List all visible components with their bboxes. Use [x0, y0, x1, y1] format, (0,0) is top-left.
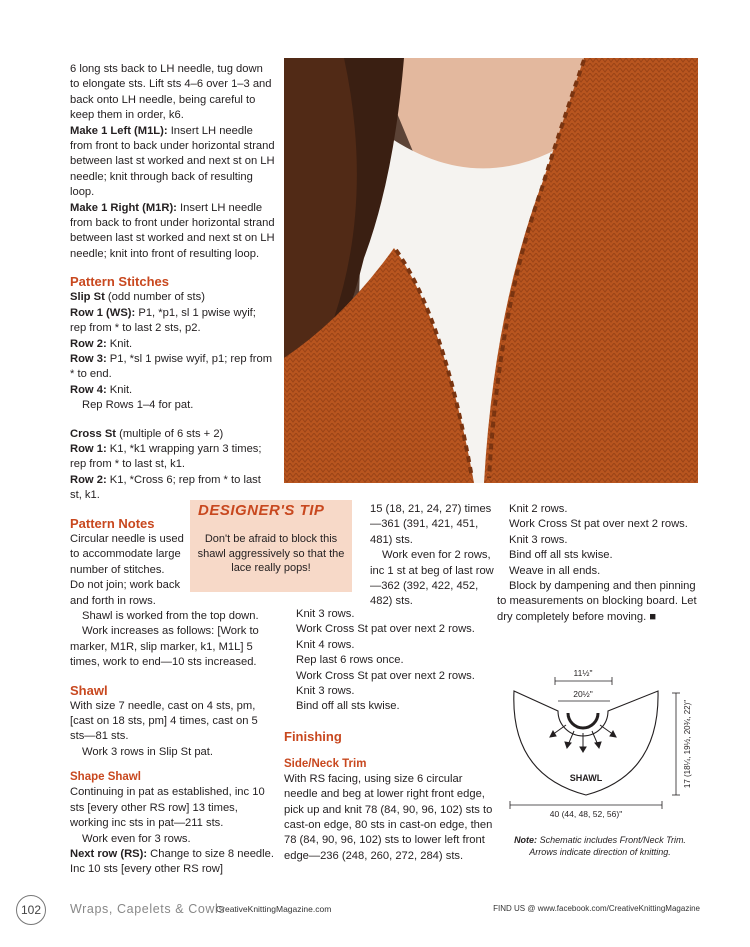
blocking-text: Block by dampening and then pinning to measurements on blocking board. Let dry completely before moving.: [497, 580, 697, 623]
row-text: K1, *Cross 6; rep from * to last st, k1.: [70, 473, 261, 502]
note-label: Note:: [514, 835, 538, 845]
slip-row-1: [70, 306, 275, 337]
cross-row-2: [70, 473, 275, 504]
m1r-text: Insert LH needle from back to front under horizontal strand between last st worked and next st on LH needle; knit into front of resulting loop.: [70, 201, 275, 260]
slip-row-3: [70, 352, 275, 383]
shawl-next-row: [70, 847, 275, 878]
row-label: Row 4:: [70, 383, 107, 396]
shape-shawl-heading: Shape Shawl: [70, 771, 141, 784]
note-4: Work increases as follows: [Work to marker, M1R, slip marker, k1, M1L] 5 times, work to end—10 sts increased.: [70, 625, 259, 669]
pattern-stitches-heading: Pattern Stitches: [70, 274, 169, 290]
col3-p2: Work even for 2 rows, inc 1 st at beg of last row—362 (392, 422, 452, 482) sts.: [370, 549, 494, 608]
side-length-label: 17 (18¼, 19½, 20¾, 22)": [683, 699, 692, 789]
instructions-col2: [284, 607, 494, 864]
row-label: Row 2:: [70, 473, 107, 486]
step: Knit 2 rows.: [509, 503, 568, 515]
neck-width-label: 20½": [573, 689, 593, 699]
step: Bind off all sts kwise.: [296, 700, 400, 713]
row-text: Knit.: [106, 383, 133, 396]
shawl-p1: With size 7 needle, cast on 4 sts, pm, [cast on 18 sts, pm] 4 times, cast on 5 sts—81 sts.: [70, 699, 258, 743]
note-3: Shawl is worked from the top down.: [82, 610, 259, 623]
step: Weave in all ends.: [509, 564, 601, 577]
cross-st-note: (multiple of 6 sts + 2): [116, 427, 224, 440]
paragraph: 6 long sts back to LH needle, tug down to elongate sts. Lift sts 4–6 over 1–3 and back onto LH needle, being careful to keep them in order, k6.: [70, 63, 272, 122]
tip-title: DESIGNER'S TIP: [198, 502, 325, 519]
note-2: Do not join; work back and forth in rows.: [70, 579, 181, 607]
step: Knit 3 rows.: [509, 533, 568, 546]
step: Knit 4 rows.: [296, 638, 355, 651]
step-blocking: [497, 579, 700, 625]
step: Work Cross St pat over next 2 rows.: [296, 623, 475, 636]
step: Work Cross St pat over next 2 rows.: [296, 669, 475, 682]
finishing-heading: Finishing: [284, 728, 342, 744]
instructions-col3-top: [370, 502, 498, 610]
shawl-heading: Shawl: [70, 682, 108, 698]
side-neck-trim-heading: Side/Neck Trim: [284, 757, 367, 770]
shawl-p3: Continuing in pat as established, inc 10 sts [every other RS row] 13 times, working inc sts in pat—211 sts.: [70, 786, 265, 830]
cross-st-label: Cross St: [70, 427, 117, 440]
step: Knit 3 rows.: [296, 608, 355, 620]
step: Knit 3 rows.: [296, 685, 355, 698]
m1r-definition: [70, 201, 275, 263]
slip-row-2: [70, 337, 275, 352]
row-label: Row 3:: [70, 352, 107, 365]
slip-rep: Rep Rows 1–4 for pat.: [82, 399, 194, 412]
row-text: P1, *sl 1 pwise wyif, p1; rep from * to end.: [70, 352, 273, 381]
note-1: Circular needle is used to accommodate large number of stitches.: [70, 533, 184, 576]
schematic-note: [510, 834, 690, 858]
slip-row-4: [70, 383, 275, 398]
section-title: Wraps, Capelets & Cowls: [70, 902, 226, 916]
m1l-text: Insert LH needle from front to back under horizontal strand between last st worked and next st on LH needle; knit through back of resulting loop.: [70, 124, 275, 199]
slip-st-label: Slip St: [70, 291, 105, 304]
next-row-label: Next row (RS):: [70, 847, 148, 860]
row-label: Row 1:: [70, 442, 107, 455]
tip-body: Don't be afraid to block this shawl aggressively so that the lace really pops!: [197, 533, 345, 574]
row-label: Row 2:: [70, 337, 107, 350]
note-text: Schematic includes Front/Neck Trim. Arrows indicate direction of knitting.: [529, 835, 686, 857]
next-row-text: Change to size 8 needle. Inc 10 sts [every other RS row]: [70, 847, 274, 876]
m1l-label: Make 1 Left (M1L):: [70, 124, 168, 137]
top-width-label: 11½": [573, 668, 593, 678]
slip-st-note: (odd number of sts): [104, 291, 205, 304]
step: Rep last 6 rows once.: [296, 654, 404, 667]
col3-p1: 15 (18, 21, 24, 27) times—361 (391, 421, 451, 481) sts.: [370, 503, 492, 546]
m1r-label: Make 1 Right (M1R):: [70, 201, 177, 214]
row-text: K1, *k1 wrapping yarn 3 times; rep from * to last st, k1.: [70, 442, 262, 471]
sweater-photo: [284, 58, 698, 483]
shawl-p4: Work even for 3 rows.: [82, 832, 191, 845]
row-text: Knit.: [106, 337, 133, 350]
designers-tip-box: [190, 500, 352, 592]
schematic-drawing: [500, 665, 700, 820]
finishing-p1: With RS facing, using size 6 circular needle and beg at lower right front edge, pick up and knit 78 (84, 90, 96, 102) sts to cast-on edge, 80 sts in cast-on edge, then 78 (84, 90, 96, 102) sts to lower left front edge—236 (248, 260, 272, 284) sts.: [284, 772, 493, 862]
page-footer: [0, 895, 750, 925]
bottom-width-label: 40 (44, 48, 52, 56)": [549, 809, 623, 819]
facebook-link[interactable]: FIND US @ www.facebook.com/CreativeKnittingMagazine: [493, 904, 700, 913]
step: Work Cross St pat over next 2 rows.: [509, 518, 688, 531]
row-label: Row 1 (WS):: [70, 306, 136, 319]
neck-edge: [568, 713, 598, 728]
instructions-col4: [497, 502, 700, 625]
cross-row-1: [70, 442, 275, 473]
shawl-p2: Work 3 rows in Slip St pat.: [82, 745, 213, 758]
step: Bind off all sts kwise.: [509, 549, 613, 562]
shawl-schematic: [500, 665, 700, 820]
row-text: P1, *p1, sl 1 pwise wyif; rep from * to last 2 sts, p2.: [70, 306, 256, 335]
m1l-definition: [70, 124, 275, 201]
sweater-illustration: [284, 58, 698, 483]
page-number: 102: [16, 895, 46, 925]
pattern-notes-heading: Pattern Notes: [70, 516, 155, 531]
slip-st-title: [70, 290, 275, 305]
instructions-col1-top: [70, 62, 275, 504]
shawl-label: SHAWL: [569, 773, 603, 783]
website-link[interactable]: CreativeKnittingMagazine.com: [216, 904, 332, 914]
end-mark-icon: ■: [649, 610, 657, 623]
cross-st-title: [70, 427, 275, 442]
